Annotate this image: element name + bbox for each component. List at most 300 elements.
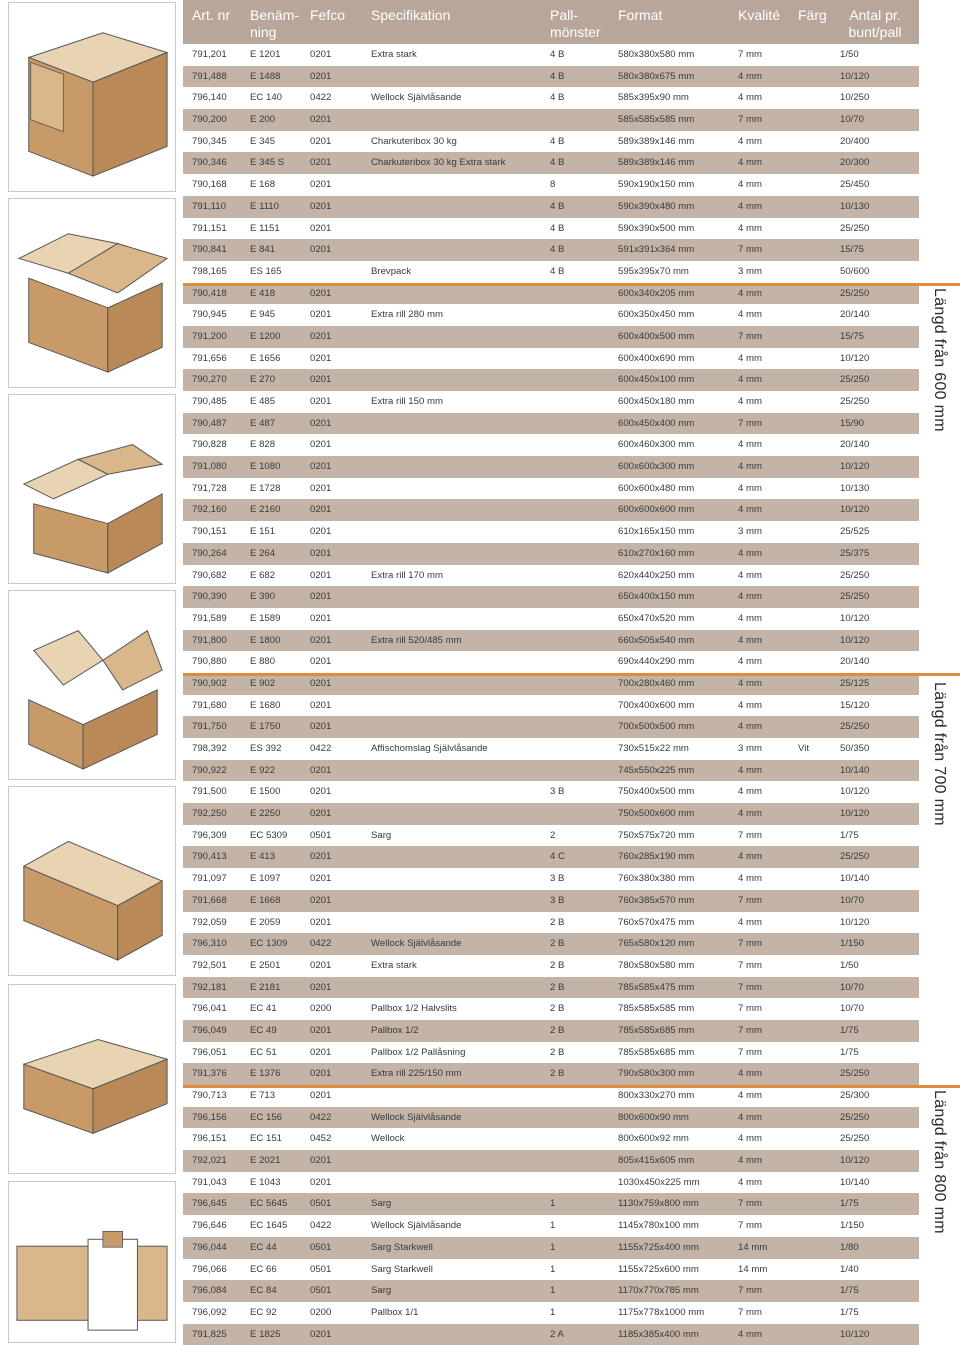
cell-antal: 25/250 [840, 287, 870, 299]
table-row [183, 1107, 919, 1129]
cell-fefco: 0201 [310, 417, 332, 429]
cell-format: 589x389x146 mm [618, 135, 695, 147]
cell-format: 1155x725x400 mm [618, 1241, 699, 1253]
cell-art-nr: 792,501 [192, 959, 227, 971]
cell-fefco: 0422 [310, 1220, 332, 1232]
table-row [183, 326, 919, 348]
box-0452-illustration [8, 984, 176, 1174]
cell-kvalite: 4 mm [738, 699, 762, 711]
cell-fefco: 0422 [310, 1111, 332, 1123]
cell-antal: 10/140 [840, 764, 870, 776]
length-label-600: Längd från 600 mm [931, 288, 948, 432]
cell-antal: 15/120 [840, 699, 870, 711]
cell-format: 585x585x585 mm [618, 114, 695, 126]
table-row [183, 1324, 919, 1346]
cell-format: 760x570x475 mm [618, 916, 695, 928]
cell-antal: 25/250 [840, 569, 870, 581]
cell-fefco: 0201 [310, 157, 332, 169]
cell-benamning: E 1097 [250, 873, 281, 885]
table-row [183, 174, 919, 196]
cell-format: 595x395x70 mm [618, 265, 689, 277]
cell-art-nr: 791,376 [192, 1068, 227, 1080]
cell-format: 580x380x580 mm [618, 49, 695, 60]
cell-fefco: 0201 [310, 873, 332, 885]
cell-benamning: E 413 [250, 851, 276, 863]
cell-fefco: 0201 [310, 374, 332, 386]
cell-format: 1030x450x225 mm [618, 1176, 700, 1188]
cell-format: 1170x770x785 mm [618, 1285, 699, 1297]
cell-pallmonster: 1 [550, 1220, 556, 1232]
length-label-700: Längd från 700 mm [931, 682, 948, 826]
cell-benamning: EC 5645 [250, 1198, 288, 1210]
cell-kvalite: 4 mm [738, 547, 762, 559]
cell-benamning: E 151 [250, 526, 276, 538]
cell-art-nr: 792,181 [192, 981, 227, 993]
cell-kvalite: 4 mm [738, 1111, 762, 1123]
cell-art-nr: 791,080 [192, 461, 227, 473]
cell-kvalite: 4 mm [738, 786, 762, 798]
cell-art-nr: 798,165 [192, 265, 227, 277]
cell-kvalite: 4 mm [738, 482, 762, 494]
cell-benamning: E 1589 [250, 612, 281, 624]
table-row [183, 608, 919, 630]
cell-antal: 20/140 [840, 439, 870, 451]
cell-antal: 10/70 [840, 1003, 865, 1015]
cell-fefco: 0201 [310, 764, 332, 776]
cell-kvalite: 4 mm [738, 1155, 762, 1167]
cell-kvalite: 3 mm [738, 526, 762, 538]
cell-antal: 10/120 [840, 634, 870, 646]
cell-antal: 25/250 [840, 721, 870, 733]
cell-antal: 10/120 [840, 1328, 870, 1340]
cell-pallmonster: 4 B [550, 157, 565, 169]
cell-kvalite: 7 mm [738, 49, 762, 60]
cell-art-nr: 791,043 [192, 1176, 227, 1188]
cell-fefco: 0201 [310, 135, 332, 147]
table-row [183, 1020, 919, 1042]
table-row [183, 651, 919, 673]
cell-format: 700x280x460 mm [618, 677, 695, 689]
cell-format: 785x585x685 mm [618, 1024, 695, 1036]
cell-kvalite: 14 mm [738, 1263, 768, 1275]
cell-fefco: 0201 [310, 677, 332, 689]
cell-format: 1130x759x800 mm [618, 1198, 699, 1210]
table-row [183, 803, 919, 825]
table-row [183, 304, 919, 326]
cell-art-nr: 792,160 [192, 504, 227, 516]
table-row [183, 478, 919, 500]
cell-antal: 1/150 [840, 1220, 865, 1232]
cell-benamning: E 2160 [250, 504, 281, 516]
cell-benamning: E 1668 [250, 894, 281, 906]
box-0201-illustration [8, 198, 176, 388]
cell-benamning: E 2181 [250, 981, 281, 993]
cell-benamning: E 2250 [250, 808, 281, 820]
cell-kvalite: 4 mm [738, 677, 762, 689]
cell-fefco: 0201 [310, 309, 332, 321]
fefco-sidebar [0, 0, 180, 1346]
cell-pallmonster: 2 B [550, 916, 565, 928]
cell-format: 600x400x690 mm [618, 352, 695, 364]
cell-format: 760x380x380 mm [618, 873, 695, 885]
cell-benamning: E 945 [250, 309, 276, 321]
cell-benamning: E 1750 [250, 721, 281, 733]
cell-art-nr: 791,097 [192, 873, 227, 885]
section-separator-700 [183, 673, 960, 676]
cell-fefco: 0201 [310, 114, 332, 126]
cell-art-nr: 790,487 [192, 417, 227, 429]
cell-specifikation: Extra rill 280 mm [371, 309, 443, 321]
box-0216-illustration [8, 590, 176, 780]
cell-fefco: 0201 [310, 894, 332, 906]
cell-fefco: 0201 [310, 526, 332, 538]
cell-benamning: EC 44 [250, 1241, 277, 1253]
cell-kvalite: 4 mm [738, 374, 762, 386]
table-row [183, 196, 919, 218]
cell-art-nr: 791,728 [192, 482, 227, 494]
cell-pallmonster: 2 B [550, 959, 565, 971]
cell-pallmonster: 2 [550, 829, 556, 841]
header-kvalite: Kvalité [738, 7, 781, 23]
cell-kvalite: 7 mm [738, 894, 762, 906]
table-row [183, 413, 919, 435]
cell-benamning: E 487 [250, 417, 276, 429]
cell-pallmonster: 2 B [550, 981, 565, 993]
cell-art-nr: 791,656 [192, 352, 227, 364]
cell-fefco: 0201 [310, 1328, 332, 1340]
cell-kvalite: 4 mm [738, 634, 762, 646]
cell-fefco: 0201 [310, 179, 332, 191]
cell-format: 600x450x100 mm [618, 374, 695, 386]
cell-specifikation: Wellock Självlåsande [371, 1220, 462, 1232]
cell-antal: 25/250 [840, 1133, 870, 1145]
cell-format: 600x350x450 mm [618, 309, 695, 321]
cell-art-nr: 790,713 [192, 1090, 227, 1101]
cell-benamning: E 1200 [250, 330, 281, 342]
cell-kvalite: 4 mm [738, 135, 762, 147]
cell-kvalite: 7 mm [738, 1306, 762, 1318]
cell-antal: 20/300 [840, 157, 870, 169]
cell-format: 785x585x685 mm [618, 1046, 695, 1058]
cell-art-nr: 791,680 [192, 699, 227, 711]
cell-kvalite: 3 mm [738, 743, 762, 754]
cell-antal: 1/75 [840, 1024, 859, 1036]
table-row [183, 630, 919, 652]
cell-specifikation: Wellock Självlåsande [371, 1111, 462, 1123]
cell-art-nr: 791,200 [192, 330, 227, 342]
cell-kvalite: 4 mm [738, 157, 762, 169]
cell-art-nr: 791,500 [192, 786, 227, 798]
cell-kvalite: 4 mm [738, 808, 762, 820]
cell-antal: 1/75 [840, 829, 859, 841]
table-body [183, 44, 919, 1345]
cell-antal: 25/300 [840, 1090, 870, 1101]
cell-kvalite: 4 mm [738, 764, 762, 776]
cell-art-nr: 790,168 [192, 179, 227, 191]
cell-fefco: 0201 [310, 200, 332, 212]
cell-format: 800x330x270 mm [618, 1090, 695, 1101]
table-row [183, 977, 919, 999]
cell-fefco: 0201 [310, 808, 332, 820]
cell-kvalite: 4 mm [738, 851, 762, 863]
cell-pallmonster: 1 [550, 1241, 556, 1253]
cell-antal: 10/120 [840, 1155, 870, 1167]
cell-kvalite: 7 mm [738, 1046, 762, 1058]
cell-benamning: EC 1645 [250, 1220, 288, 1232]
cell-specifikation: Pallbox 1/2 Halvslits [371, 1003, 457, 1015]
cell-antal: 10/120 [840, 786, 870, 798]
cell-kvalite: 4 mm [738, 656, 762, 668]
cell-kvalite: 7 mm [738, 981, 762, 993]
table-row [183, 1172, 919, 1194]
cell-benamning: E 345 [250, 135, 276, 147]
cell-format: 580x380x675 mm [618, 70, 695, 82]
cell-art-nr: 791,800 [192, 634, 227, 646]
cell-art-nr: 796,140 [192, 92, 227, 104]
cell-kvalite: 4 mm [738, 461, 762, 473]
cell-antal: 25/525 [840, 526, 870, 538]
cell-format: 585x395x90 mm [618, 92, 689, 104]
cell-pallmonster: 3 B [550, 894, 565, 906]
cell-benamning: EC 1309 [250, 938, 288, 950]
cell-art-nr: 792,021 [192, 1155, 227, 1167]
header-benamning: Benäm- ning [250, 7, 300, 40]
table-row [183, 933, 919, 955]
cell-format: 650x470x520 mm [618, 612, 695, 624]
cell-format: 785x585x585 mm [618, 1003, 695, 1015]
header-specifikation: Specifikation [371, 7, 451, 23]
cell-art-nr: 791,750 [192, 721, 227, 733]
table-row [183, 565, 919, 587]
cell-format: 600x600x480 mm [618, 482, 695, 494]
cell-benamning: E 1680 [250, 699, 281, 711]
cell-antal: 25/250 [840, 1068, 870, 1080]
cell-fefco: 0452 [310, 1133, 332, 1145]
cell-art-nr: 792,059 [192, 916, 227, 928]
cell-specifikation: Sarg [371, 829, 392, 841]
cell-specifikation: Extra rill 170 mm [371, 569, 443, 581]
cell-art-nr: 796,646 [192, 1220, 227, 1232]
cell-format: 600x450x180 mm [618, 396, 695, 407]
table-row [183, 825, 919, 847]
cell-fefco: 0201 [310, 1046, 332, 1058]
cell-pallmonster: 2 B [550, 1024, 565, 1036]
cell-format: 591x391x364 mm [618, 244, 695, 256]
cell-fefco: 0201 [310, 49, 332, 60]
cell-kvalite: 7 mm [738, 1220, 762, 1232]
cell-benamning: EC 5309 [250, 829, 288, 841]
cell-art-nr: 790,418 [192, 287, 227, 299]
cell-art-nr: 790,485 [192, 396, 227, 407]
cell-kvalite: 4 mm [738, 873, 762, 885]
cell-benamning: EC 41 [250, 1003, 277, 1015]
cell-benamning: E 2501 [250, 959, 281, 971]
table-row [183, 1042, 919, 1064]
box-0202-illustration [8, 394, 176, 584]
cell-kvalite: 7 mm [738, 938, 762, 950]
cell-antal: 25/250 [840, 851, 870, 863]
cell-kvalite: 7 mm [738, 1285, 762, 1297]
cell-kvalite: 4 mm [738, 352, 762, 364]
cell-antal: 25/450 [840, 179, 870, 191]
cell-benamning: EC 151 [250, 1133, 282, 1145]
cell-specifikation: Extra rill 520/485 mm [371, 634, 462, 646]
cell-antal: 10/120 [840, 916, 870, 928]
cell-format: 660x505x540 mm [618, 634, 695, 646]
header-art-nr: Art. nr [192, 7, 231, 23]
cell-antal: 1/150 [840, 938, 865, 950]
cell-format: 760x385x570 mm [618, 894, 695, 906]
cell-format: 800x600x92 mm [618, 1133, 689, 1145]
cell-antal: 10/120 [840, 70, 870, 82]
cell-benamning: E 1500 [250, 786, 281, 798]
cell-fefco: 0201 [310, 916, 332, 928]
cell-art-nr: 790,880 [192, 656, 227, 668]
cell-kvalite: 4 mm [738, 439, 762, 451]
cell-antal: 15/75 [840, 330, 865, 342]
cell-fefco: 0201 [310, 634, 332, 646]
cell-specifikation: Charkuteribox 30 kg [371, 135, 457, 147]
table-row [183, 1280, 919, 1302]
length-label-800: Längd från 800 mm [931, 1090, 948, 1234]
cell-benamning: E 1800 [250, 634, 281, 646]
cell-kvalite: 4 mm [738, 70, 762, 82]
cell-format: 750x400x500 mm [618, 786, 695, 798]
cell-format: 690x440x290 mm [618, 656, 695, 668]
cell-art-nr: 796,084 [192, 1285, 227, 1297]
cell-format: 790x580x300 mm [618, 1068, 695, 1080]
cell-format: 600x340x205 mm [618, 287, 695, 299]
cell-fefco: 0201 [310, 786, 332, 798]
cell-antal: 1/80 [840, 1241, 859, 1253]
header-farg: Färg [798, 7, 827, 23]
cell-benamning: E 2059 [250, 916, 281, 928]
cell-kvalite: 7 mm [738, 1003, 762, 1015]
cell-pallmonster: 4 B [550, 222, 565, 234]
table-row [183, 434, 919, 456]
cell-antal: 10/130 [840, 482, 870, 494]
cell-format: 600x460x300 mm [618, 439, 695, 451]
cell-format: 745x550x225 mm [618, 764, 695, 776]
cell-specifikation: Brevpack [371, 265, 411, 277]
cell-kvalite: 4 mm [738, 309, 762, 321]
table-row [183, 348, 919, 370]
cell-art-nr: 796,049 [192, 1024, 227, 1036]
cell-kvalite: 4 mm [738, 222, 762, 234]
cell-fefco: 0201 [310, 569, 332, 581]
cell-pallmonster: 1 [550, 1263, 556, 1275]
table-row [183, 890, 919, 912]
table-row [183, 1237, 919, 1259]
cell-art-nr: 796,044 [192, 1241, 227, 1253]
cell-art-nr: 791,825 [192, 1328, 227, 1340]
cell-art-nr: 791,151 [192, 222, 227, 234]
cell-benamning: E 902 [250, 677, 276, 689]
table-row [183, 109, 919, 131]
cell-benamning: E 418 [250, 287, 276, 299]
cell-kvalite: 4 mm [738, 179, 762, 191]
cell-art-nr: 796,066 [192, 1263, 227, 1275]
cell-art-nr: 796,156 [192, 1111, 227, 1123]
cell-pallmonster: 2 B [550, 938, 565, 950]
cell-fefco: 0201 [310, 591, 332, 603]
cell-kvalite: 14 mm [738, 1241, 768, 1253]
cell-pallmonster: 4 B [550, 92, 565, 104]
cell-kvalite: 4 mm [738, 1176, 762, 1188]
header-fefco: Fefco [310, 7, 346, 23]
cell-kvalite: 7 mm [738, 959, 762, 971]
cell-format: 805x415x605 mm [618, 1155, 695, 1167]
cell-benamning: E 841 [250, 244, 276, 256]
cell-kvalite: 4 mm [738, 1133, 762, 1145]
cell-fefco: 0200 [310, 1306, 332, 1318]
cell-fefco: 0201 [310, 1176, 332, 1188]
cell-kvalite: 4 mm [738, 287, 762, 299]
table-row [183, 781, 919, 803]
cell-format: 1155x725x600 mm [618, 1263, 699, 1275]
cell-format: 780x580x580 mm [618, 959, 695, 971]
cell-benamning: E 922 [250, 764, 276, 776]
cell-kvalite: 4 mm [738, 1068, 762, 1080]
cell-format: 650x400x150 mm [618, 591, 695, 603]
cell-pallmonster: 2 B [550, 1068, 565, 1080]
cell-kvalite: 4 mm [738, 1090, 762, 1101]
cell-pallmonster: 4 B [550, 265, 565, 277]
cell-benamning: E 2021 [250, 1155, 281, 1167]
cell-fefco: 0200 [310, 1003, 332, 1015]
table-row [183, 716, 919, 738]
cell-specifikation: Extra stark [371, 959, 417, 971]
table-row [183, 456, 919, 478]
cell-pallmonster: 4 B [550, 135, 565, 147]
cell-art-nr: 790,682 [192, 569, 227, 581]
header-antal: Antal pr. bunt/pall [848, 7, 902, 40]
cell-benamning: E 1080 [250, 461, 281, 473]
cell-art-nr: 796,041 [192, 1003, 227, 1015]
cell-art-nr: 796,309 [192, 829, 227, 841]
cell-format: 1175x778x1000 mm [618, 1306, 705, 1318]
cell-fefco: 0501 [310, 829, 332, 841]
cell-kvalite: 4 mm [738, 92, 762, 104]
table-row [183, 912, 919, 934]
cell-pallmonster: 4 C [550, 851, 565, 863]
cell-benamning: EC 51 [250, 1046, 277, 1058]
cell-antal: 25/250 [840, 1111, 870, 1123]
cell-antal: 25/125 [840, 677, 870, 689]
cell-benamning: E 200 [250, 114, 276, 126]
cell-kvalite: 4 mm [738, 591, 762, 603]
cell-fefco: 0501 [310, 1198, 332, 1210]
cell-benamning: EC 49 [250, 1024, 277, 1036]
cell-benamning: EC 140 [250, 92, 282, 104]
table-row [183, 738, 919, 760]
cell-antal: 20/140 [840, 309, 870, 321]
cell-format: 785x585x475 mm [618, 981, 695, 993]
cell-kvalite: 4 mm [738, 1328, 762, 1340]
cell-benamning: E 1110 [250, 200, 279, 212]
cell-antal: 1/50 [840, 49, 859, 60]
section-separator-800 [183, 1085, 960, 1088]
cell-antal: 10/70 [840, 114, 865, 126]
cell-art-nr: 790,346 [192, 157, 227, 169]
cell-benamning: E 1151 [250, 222, 280, 234]
cell-kvalite: 4 mm [738, 200, 762, 212]
cell-fefco: 0201 [310, 244, 332, 256]
cell-pallmonster: 2 B [550, 1046, 565, 1058]
cell-antal: 25/250 [840, 374, 870, 386]
cell-specifikation: Charkuteribox 30 kg Extra stark [371, 157, 506, 169]
cell-specifikation: Wellock Självlåsande [371, 92, 462, 104]
